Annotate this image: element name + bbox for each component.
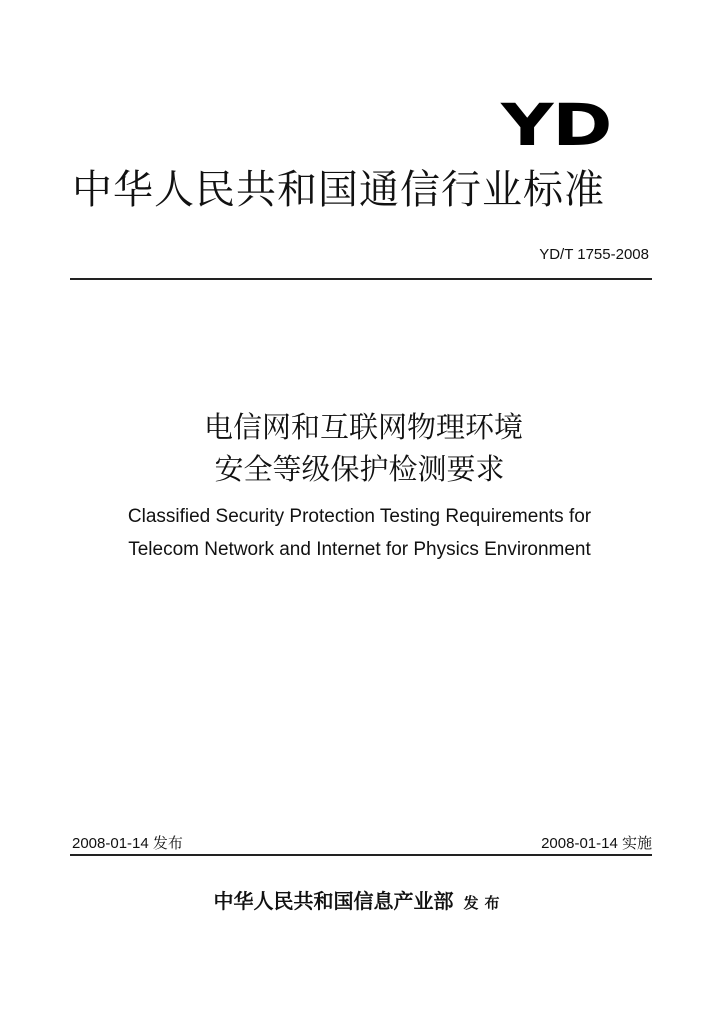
- top-divider: [70, 278, 652, 280]
- title-en-line2: Telecom Network and Internet for Physics Environment: [128, 539, 591, 560]
- standard-logo: YD: [500, 91, 611, 159]
- issue-date: 2008-01-14 发布: [72, 835, 183, 852]
- issuer-verb: 发布: [463, 894, 506, 912]
- issuer: [0, 885, 719, 914]
- bottom-divider: [70, 854, 652, 856]
- standard-category: 中华人民共和国通信行业标准: [72, 167, 605, 213]
- standard-number: YD/T 1755-2008: [539, 246, 649, 263]
- issuer-name: 中华人民共和国信息产业部: [213, 889, 454, 913]
- title-zh-line2: 安全等级保护检测要求: [214, 452, 505, 486]
- title-zh-line1: 电信网和互联网物理环境: [203, 410, 523, 444]
- implementation-date: 2008-01-14 实施: [541, 835, 652, 852]
- title-en-line1: Classified Security Protection Testing Requirements for: [127, 506, 592, 527]
